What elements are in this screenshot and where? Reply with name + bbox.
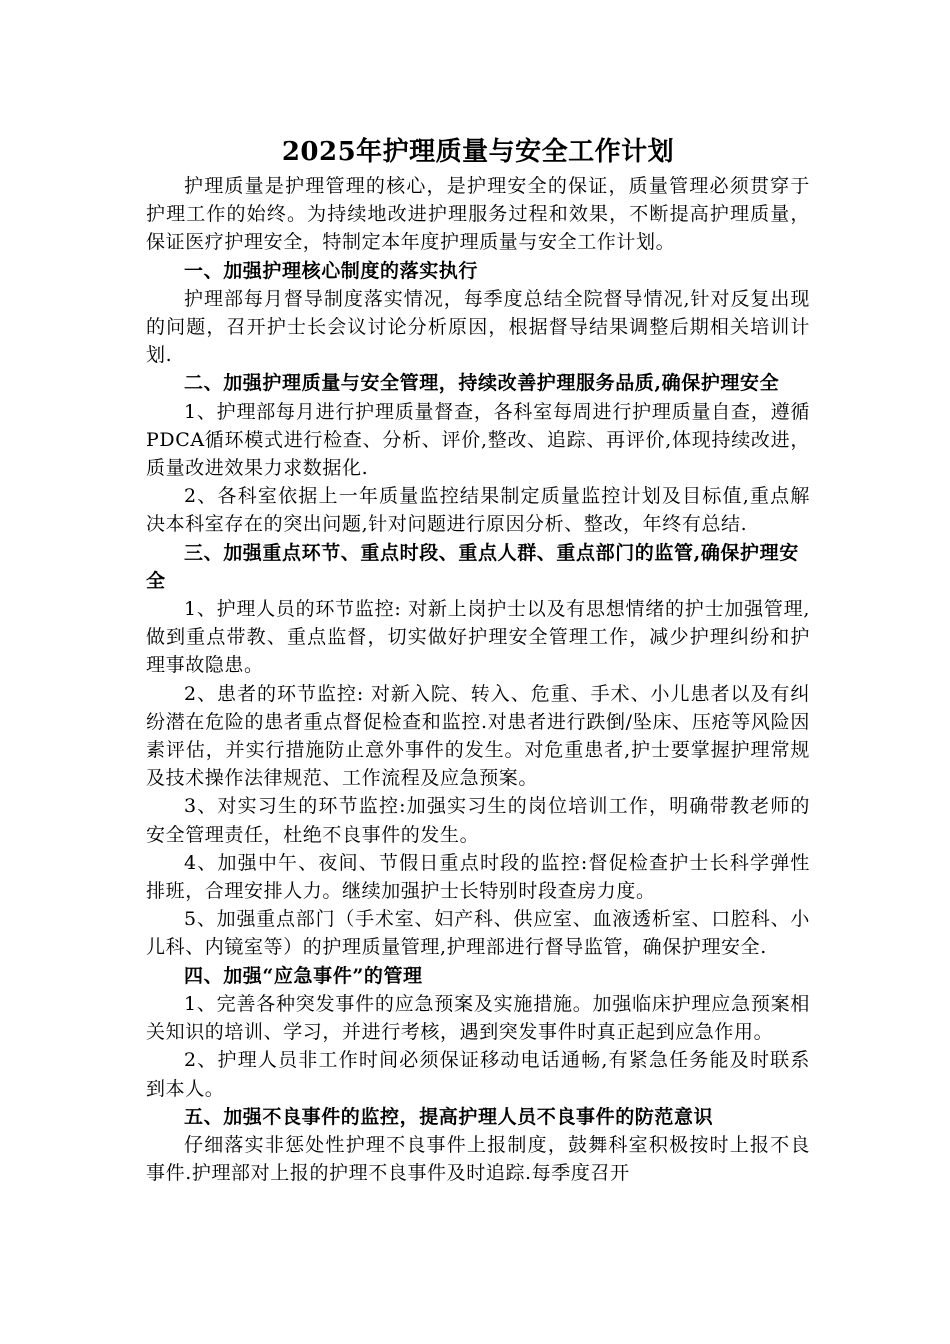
section-5: [146, 1103, 810, 1188]
section-heading: 二、加强护理质量与安全管理，持续改善护理服务品质,确保护理安全: [184, 372, 780, 395]
section-heading: 三、加强重点环节、重点时段、重点人群、重点部门的监管,确保护理安全: [146, 541, 799, 592]
section-paragraph: 2、护理人员非工作时间必须保证移动电话通畅,有紧急任务能及时联系到本人。: [146, 1049, 810, 1100]
document-page: [146, 132, 810, 1187]
section-paragraph: 护理部每月督导制度落实情况，每季度总结全院督导情况,针对反复出现的问题，召开护士长会议讨论分析原因，根据督导结果调整后期相关培训计划.: [146, 287, 810, 367]
section-heading: 一、加强护理核心制度的落实执行: [184, 259, 479, 282]
section-heading: 五、加强不良事件的监控，提高护理人员不良事件的防范意识: [184, 1105, 714, 1128]
section-heading: 四、加强“应急事件”的管理: [184, 964, 423, 987]
section-paragraph: 1、护理部每月进行护理质量督查，各科室每周进行护理质量自查，遵循PDCA循环模式进行检查、分析、评价,整改、追踪、再评价,体现持续改进，质量改进效果力求数据化.: [146, 400, 810, 480]
intro-paragraph: 护理质量是护理管理的核心，是护理安全的保证，质量管理必须贯穿于护理工作的始终。为持续地改进护理服务过程和效果，不断提高护理质量，保证医疗护理安全，特制定本年度护理质量与安全工作计划。: [146, 175, 810, 254]
section-paragraph: 1、完善各种突发事件的应急预案及实施措施。加强临床护理应急预案相关知识的培训、学习，并进行考核，遇到突发事件时真正起到应急作用。: [146, 992, 810, 1044]
section-3: [146, 539, 810, 962]
section-2: [146, 369, 810, 538]
section-paragraph: 5、加强重点部门（手术室、妇产科、供应室、血液透析室、口腔科、小儿科、内镜室等）的护理质量管理,护理部进行督导监管，确保护理安全.: [146, 908, 810, 959]
document-title: 2025年护理质量与安全工作计划: [281, 137, 675, 167]
section-paragraph: 2、各科室依据上一年质量监控结果制定质量监控计划及目标值,重点解决本科室存在的突出问题,针对问题进行原因分析、整改，年终有总结.: [146, 485, 810, 536]
section-paragraph: 3、对实习生的环节监控:加强实习生的岗位培训工作，明确带教老师的安全管理责任，杜绝不良事件的发生。: [146, 795, 810, 846]
section-1: [146, 257, 810, 370]
section-paragraph: 2、患者的环节监控: 对新入院、转入、危重、手术、小儿患者以及有纠纷潜在危险的患者重点督促检查和监控.对患者进行跌倒/坠床、压疮等风险因素评估，并实行措施防止意外事件的发生。对危重患者,护士要掌握护理常规及技术操作法律规范、工作流程及应急预案。: [146, 682, 810, 790]
section-4: [146, 962, 810, 1103]
section-paragraph: 1、护理人员的环节监控: 对新上岗护士以及有思想情绪的护士加强管理,做到重点带教、重点监督，切实做好护理安全管理工作，减少护理纠纷和护理事故隐患。: [146, 598, 810, 677]
section-paragraph: 4、加强中午、夜间、节假日重点时段的监控:督促检查护士长科学弹性排班，合理安排人力。继续加强护士长特别时段查房力度。: [146, 851, 810, 903]
section-paragraph: 仔细落实非惩处性护理不良事件上报制度，鼓舞科室积极按时上报不良事件.护理部对上报的护理不良事件及时追踪.每季度召开: [146, 1133, 810, 1185]
